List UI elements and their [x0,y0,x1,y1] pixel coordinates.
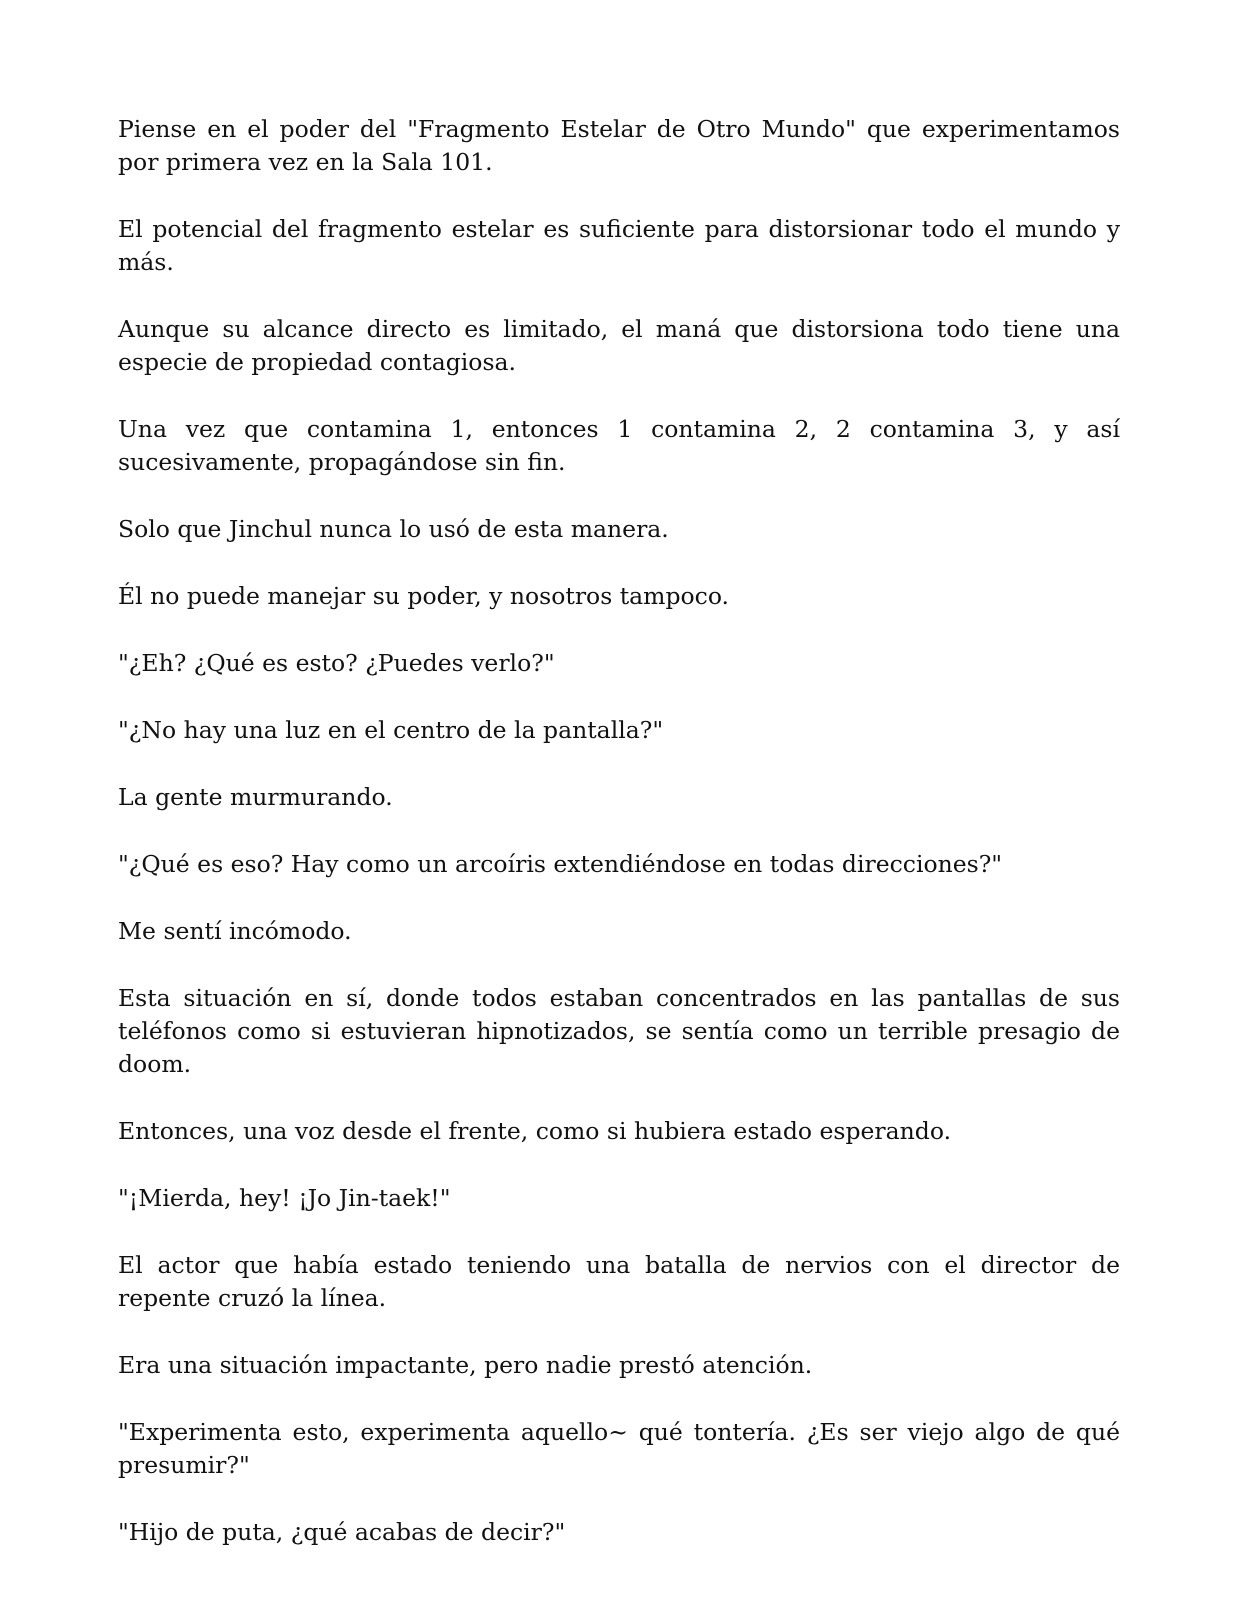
paragraph: Solo que Jinchul nunca lo usó de esta manera. [118,515,669,543]
paragraph: "¿Qué es eso? Hay como un arcoíris extendiéndose en todas direcciones?" [118,850,1003,878]
paragraph: "¿No hay una luz en el centro de la pantalla?" [118,716,664,744]
paragraph: Esta situación en sí, donde todos estaban concentrados en las pantallas de sus teléfonos como si estuvieran hipnotizados, se sentía como un terrible presagio de doom. [118,984,1120,1078]
paragraph: "¡Mierda, hey! ¡Jo Jin-taek!" [118,1184,451,1212]
paragraph: "¿Eh? ¿Qué es esto? ¿Puedes verlo?" [118,649,555,677]
document-body [118,113,1120,1583]
paragraph: "Experimenta esto, experimenta aquello~ qué tontería. ¿Es ser viejo algo de qué presumir?" [118,1418,1120,1479]
paragraph: Aunque su alcance directo es limitado, el maná que distorsiona todo tiene una especie de propiedad contagiosa. [118,315,1120,376]
paragraph: La gente murmurando. [118,783,393,811]
paragraph: Piense en el poder del "Fragmento Estelar de Otro Mundo" que experimentamos por primera vez en la Sala 101. [118,115,1120,176]
paragraph: Una vez que contamina 1, entonces 1 contamina 2, 2 contamina 3, y así sucesivamente, propagándose sin fin. [118,415,1120,476]
paragraph: Entonces, una voz desde el frente, como si hubiera estado esperando. [118,1117,952,1145]
paragraph: "Hijo de puta, ¿qué acabas de decir?" [118,1518,566,1546]
paragraph: Me sentí incómodo. [118,917,352,945]
paragraph: Era una situación impactante, pero nadie prestó atención. [118,1351,813,1379]
paragraph: El potencial del fragmento estelar es suficiente para distorsionar todo el mundo y más. [118,215,1120,276]
paragraph: El actor que había estado teniendo una batalla de nervios con el director de repente cruzó la línea. [118,1251,1120,1312]
paragraph: Él no puede manejar su poder, y nosotros tampoco. [118,582,730,610]
